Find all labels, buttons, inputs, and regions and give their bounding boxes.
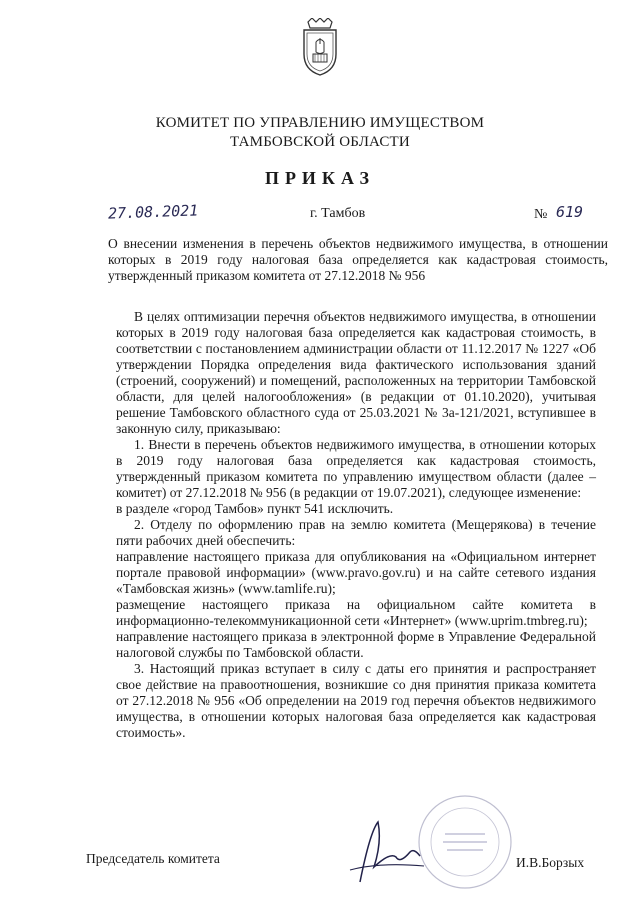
order-number-label: № <box>534 207 548 222</box>
item-2-subitem: направление настоящего приказа в электронной форме в Управление Федеральной налоговой службы по Тамбовской области. <box>116 629 596 660</box>
item-1-paragraph: 1. Внести в перечень объектов недвижимого имущества, в отношении которых в 2019 году налоговая база определяется как кадастровая стоимость, утвержденный приказом комитета по управлению имуществом области (далее – комитет) от 27.12.2018 № 956 (в редакции от 19.07.2021), следующее изменение: <box>116 437 596 500</box>
item-2-paragraph: 2. Отделу по оформлению прав на землю комитета (Мещерякова) в течение пяти рабочих дней обеспечить: <box>116 517 596 548</box>
order-subject: О внесении изменения в перечень объектов недвижимого имущества, в отношении которых в 2019 году налоговая база определяется как кадастровая стоимость, утвержденный приказом комитета от 27.12.2018 № 956 <box>108 236 608 283</box>
preamble-paragraph: В целях оптимизации перечня объектов недвижимого имущества, в отношении которых в 2019 году налоговая база определяется как кадастровая стоимость, в соответствии с постановлением администрации области от 11.12.2017 № 1227 «Об утверждении Порядка определения вида фактического использования зданий (строений, сооружений) и помещений, расположенных на территории Тамбовской области, для целей налогообложения» (в редакции от 01.10.2020), учитывая решение Тамбовского областного суда от 25.03.2021 № 3а-121/2021, вступившее в законную силу, приказываю: <box>116 309 596 436</box>
item-3-paragraph: 3. Настоящий приказ вступает в силу с даты его принятия и распространяет свое действие на правоотношения, возникшие со дня принятия приказа комитета от 27.12.2018 № 956 «Об определении на 2019 год перечня объектов недвижимого имущества, в отношении которых налоговая база определяется как кадастровая стоимость». <box>116 661 596 740</box>
order-body <box>116 309 596 741</box>
signatory-position: Председатель комитета <box>86 851 220 866</box>
item-2-subitem: направление настоящего приказа для опубликования на «Официальном интернет портале правовой информации» (www.pravo.gov.ru) и на сайте сетевого издания «Тамбовская жизнь» (www.tamlife.ru); <box>116 549 596 596</box>
stamp-icon <box>415 792 515 892</box>
order-city: г. Тамбов <box>310 206 366 221</box>
coat-of-arms-icon <box>300 18 340 76</box>
item-1-change: в разделе «город Тамбов» пункт 541 исключить. <box>116 501 394 516</box>
order-number: 619 <box>556 203 584 221</box>
signature-icon <box>340 812 430 892</box>
signatory-name: И.В.Борзых <box>516 855 585 870</box>
organization-name-line1: КОМИТЕТ ПО УПРАВЛЕНИЮ ИМУЩЕСТВОМ <box>155 115 485 131</box>
document-title: ПРИКАЗ <box>264 168 376 188</box>
order-date: 27.08.2021 <box>107 201 199 223</box>
organization-name-line2: ТАМБОВСКОЙ ОБЛАСТИ <box>230 134 410 150</box>
item-2-subitem: размещение настоящего приказа на официальном сайте комитета в информационно-телекоммуникационной сети «Интернет» (www.uprim.tmbreg.ru); <box>116 597 596 628</box>
